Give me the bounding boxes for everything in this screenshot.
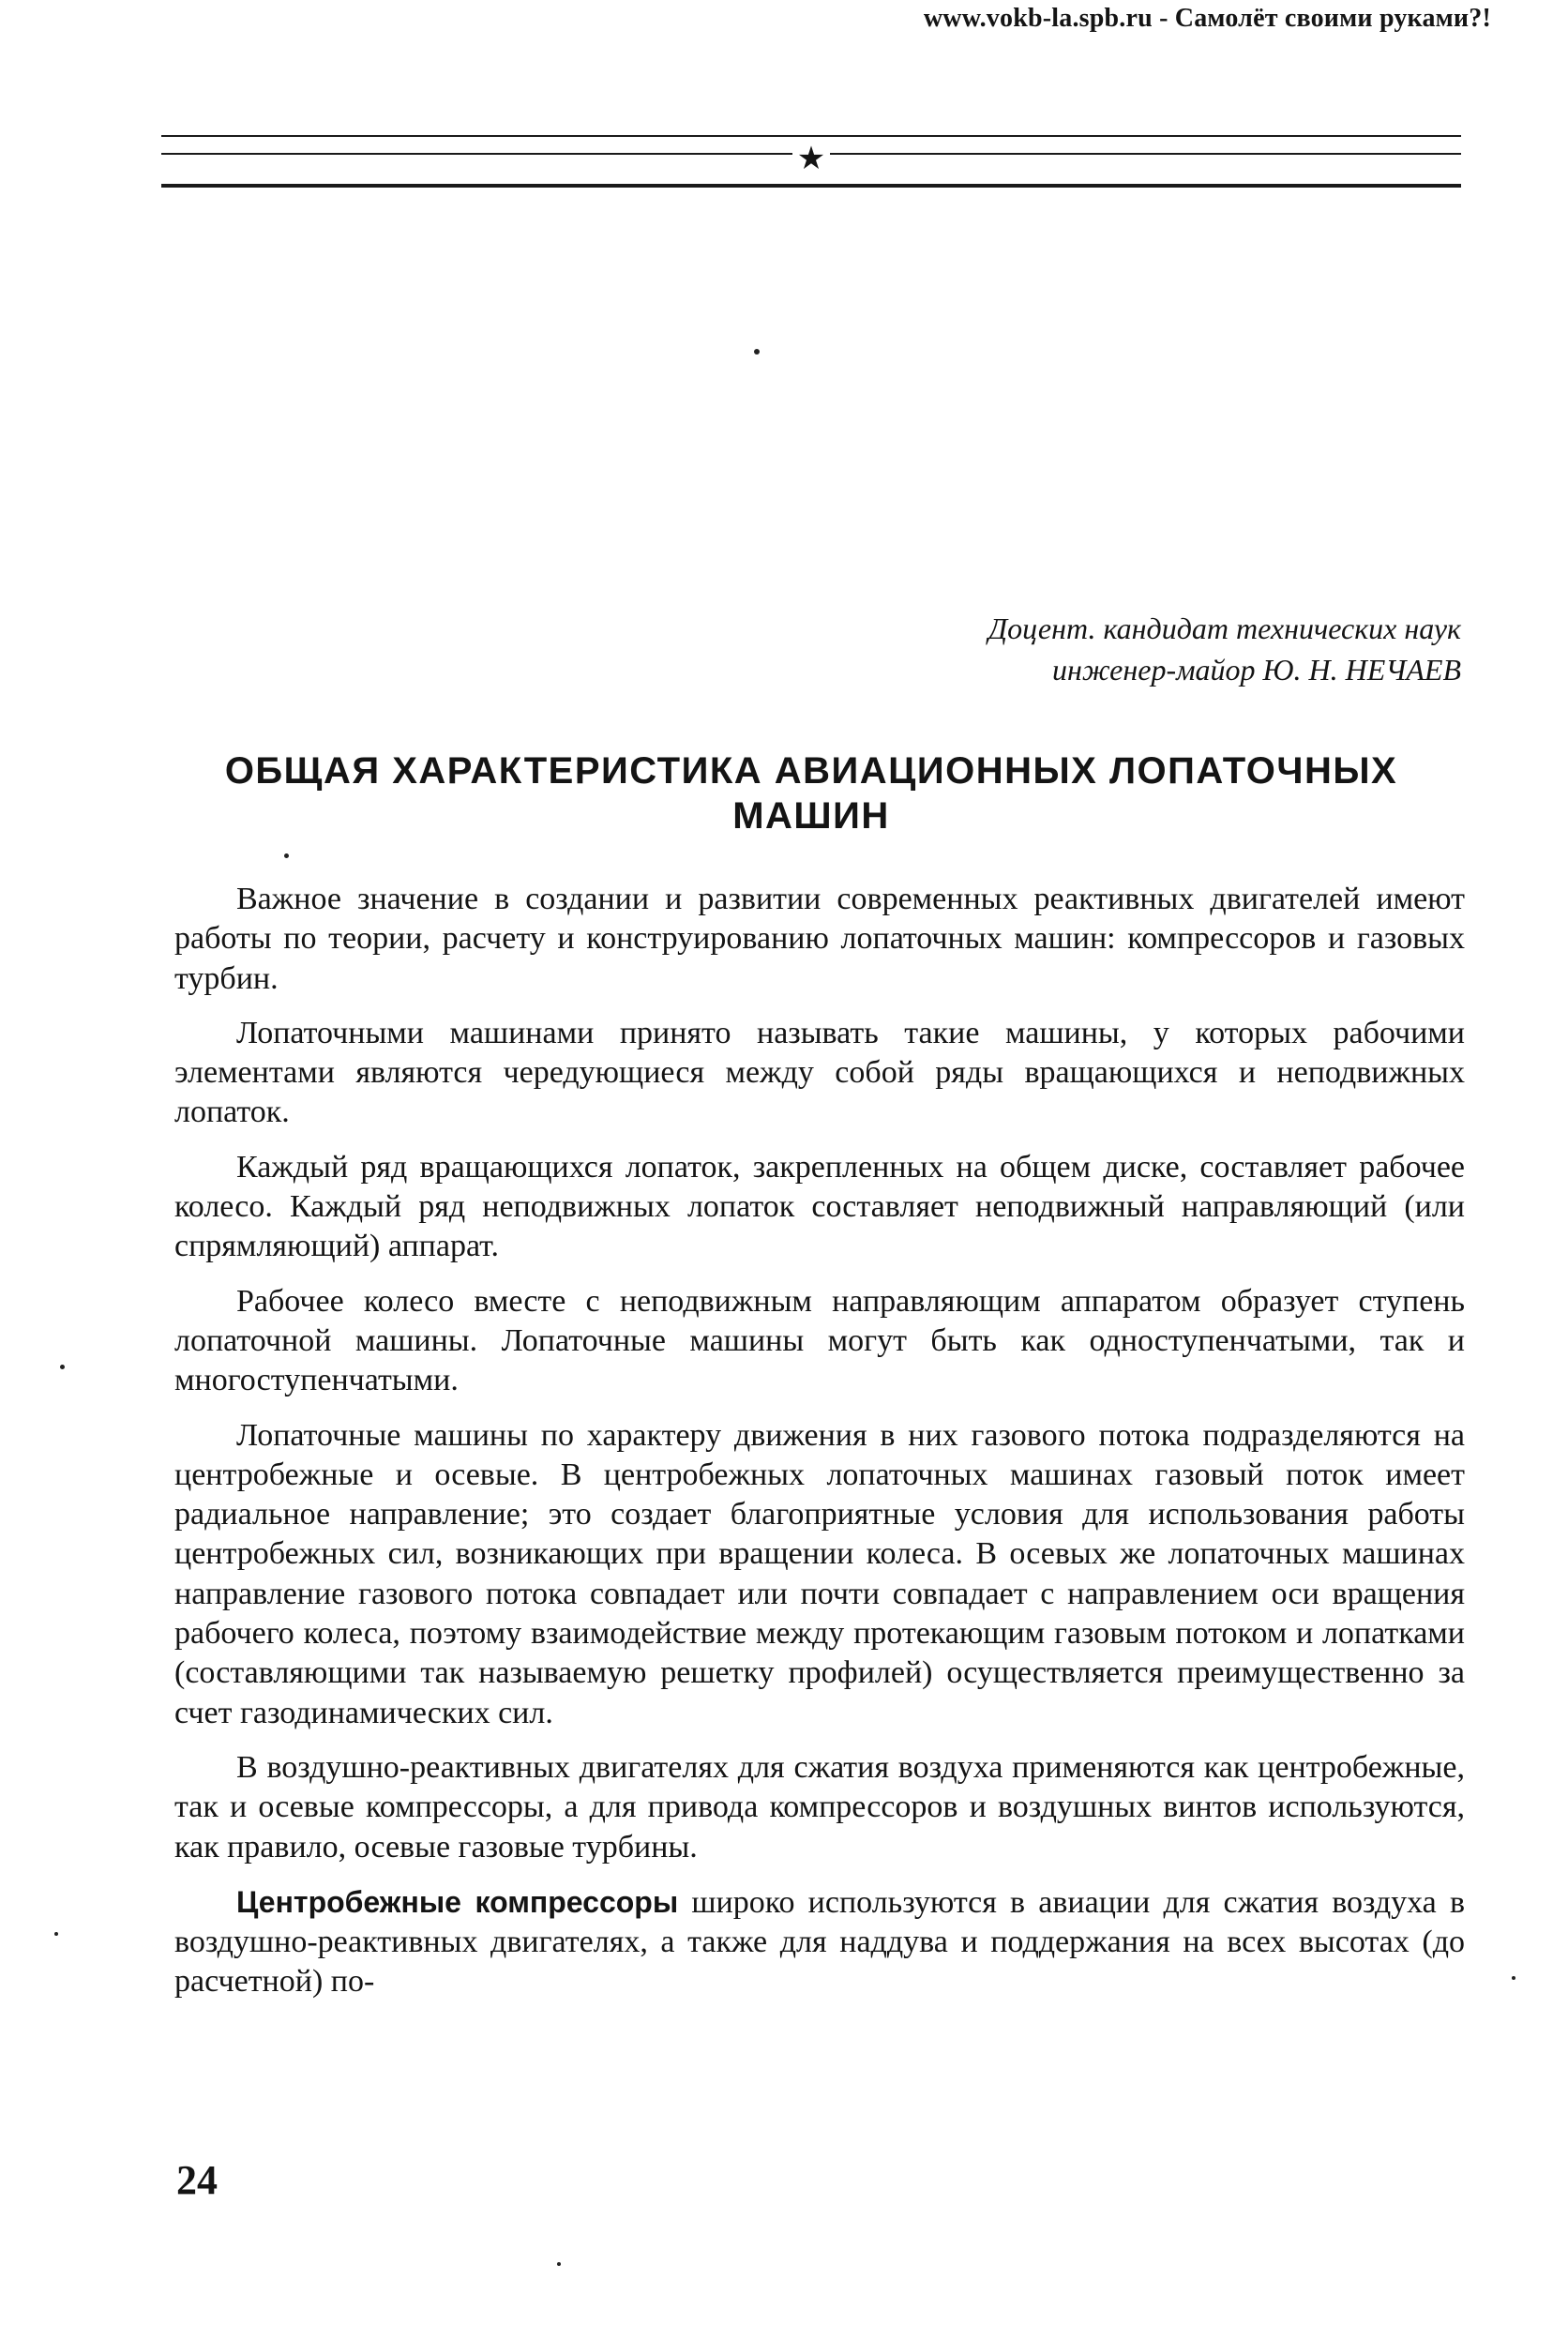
paragraph: Лопаточные машины по характеру движения в них газового потока подразделяются на центробежные и осевые. В центробежных лопаточных машинах газовый поток имеет радиальное направление; это создает благоприятные условия для использования работы центробежных сил, возникающих при вращении колеса. В осевых же лопаточных машинах направление газового потока совпадает или почти совпадает с направлением оси вращения рабочего колеса, поэтому взаимодействие между протекающим газовым потоком и лопатками (составляющими так называемую решетку профилей) осуществляется преимущественно за счет газодинамических сил. bbox=[174, 1417, 1465, 1730]
paragraph: В воздушно-реактивных двигателях для сжатия воздуха применяются как центробежные, так и осевые компрессоры, а для привода компрессоров и воздушных винтов используются, как правило, осевые газовые турбины. bbox=[174, 1749, 1465, 1865]
scan-speck bbox=[754, 349, 760, 355]
article-body bbox=[174, 880, 1465, 2002]
paragraph: Рабочее колесо вместе с неподвижным направляющим аппаратом образует ступень лопаточной машины. Лопаточные машины могут быть как одноступенчатыми, так и многоступенчатыми. bbox=[174, 1283, 1465, 1398]
site-header-line: www.vokb-la.spb.ru - Самолёт своими руками?! bbox=[923, 4, 1491, 33]
paragraph-continuation: широко используются в авиации для сжатия воздуха в воздушно-реактивных двигателях, а также для наддува и поддержания на всех высотах (до расчетной) по- bbox=[174, 1884, 1465, 2000]
article-title-line1: ОБЩАЯ ХАРАКТЕРИСТИКА АВИАЦИОННЫХ ЛОПАТОЧНЫХ bbox=[224, 750, 1398, 792]
scan-speck bbox=[284, 853, 289, 858]
ornament-rule-top bbox=[161, 135, 1461, 137]
paragraph-last bbox=[174, 1882, 1465, 2002]
paragraph: Важное значение в создании и развитии современных реактивных двигателей имеют работы по теории, расчету и конструированию лопаточных машин: компрессоров и газовых турбин. bbox=[174, 882, 1465, 996]
author-title-line: Доцент. кандидат технических наук bbox=[988, 611, 1461, 645]
article-title-line2: МАШИН bbox=[732, 795, 890, 837]
page-number: 24 bbox=[176, 2157, 218, 2203]
article-title bbox=[159, 748, 1463, 838]
author-name-line: инженер-майор Ю. Н. НЕЧАЕВ bbox=[1051, 653, 1461, 687]
paragraph: Лопаточными машинами принято называть такие машины, у которых рабочими элементами являются чередующиеся между собой ряды вращающихся и неподвижных лопаток. bbox=[174, 1015, 1465, 1130]
scan-speck bbox=[54, 1932, 58, 1936]
scan-speck bbox=[1512, 1976, 1515, 1980]
bold-term: Центробежные компрессоры bbox=[236, 1884, 679, 1919]
star-icon: ★ bbox=[792, 141, 830, 178]
ornament-rule-bottom bbox=[161, 184, 1461, 188]
scan-speck bbox=[60, 1365, 65, 1369]
paragraph: Каждый ряд вращающихся лопаток, закрепленных на общем диске, составляет рабочее колесо. Каждый ряд неподвижных лопаток составляет неподвижный направляющий (или спрямляющий) аппарат. bbox=[174, 1149, 1465, 1264]
scan-speck bbox=[557, 2262, 561, 2266]
author-byline bbox=[617, 608, 1461, 690]
